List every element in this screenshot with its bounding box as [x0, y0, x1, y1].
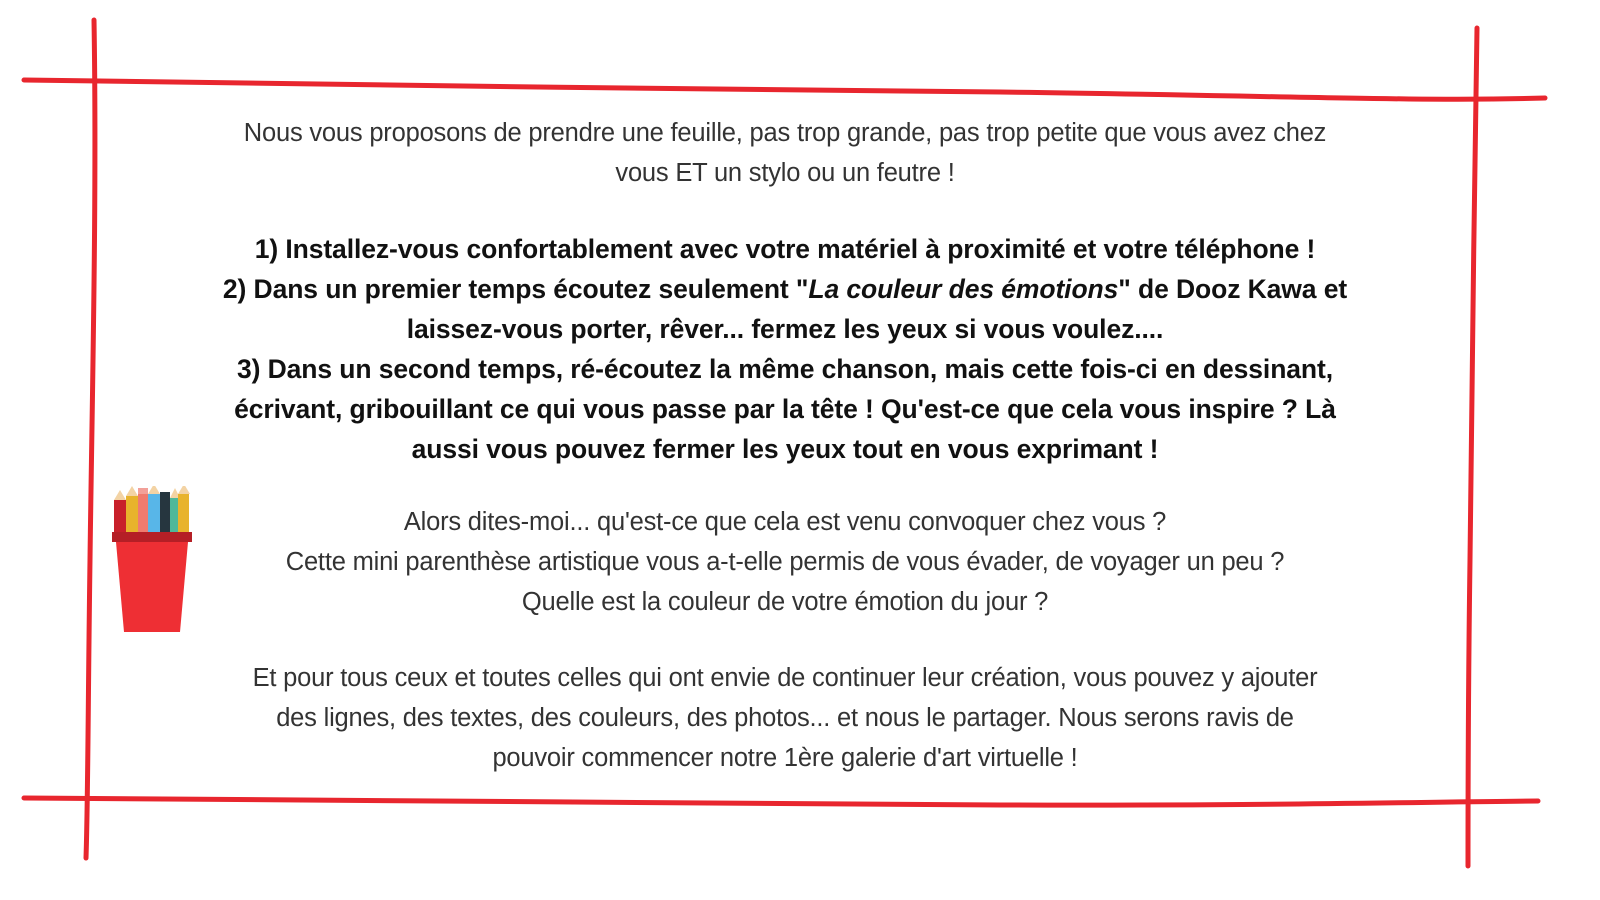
step-3-line-2: écrivant, gribouillant ce qui vous passe par la tête ! Qu'est-ce que cela vous inspire ? Là: [234, 394, 1336, 424]
song-title: La couleur des émotions: [808, 274, 1119, 304]
question-line-1: Alors dites-moi... qu'est-ce que cela est venu convoquer chez vous ?: [403, 508, 1167, 536]
frame-top-line: [24, 80, 1545, 99]
closing-line-1: Et pour tous ceux et toutes celles qui ont envie de continuer leur création, vous pouvez y ajouter: [252, 664, 1318, 692]
intro-line-1: Nous vous proposons de prendre une feuille, pas trop grande, pas trop petite que vous avez chez: [243, 119, 1327, 147]
intro-line-2: vous ET un stylo ou un feutre !: [615, 159, 955, 187]
step-1: 1) Installez-vous confortablement avec votre matériel à proximité et votre téléphone !: [254, 234, 1316, 264]
closing-paragraph: [150, 658, 1420, 778]
step-2-line-2: laissez-vous porter, rêver... fermez les yeux si vous voulez....: [406, 314, 1164, 344]
step-2-line-1: [150, 269, 1420, 309]
question-line-2: Cette mini parenthèse artistique vous a-t-elle permis de vous évader, de voyager un peu ?: [285, 548, 1285, 576]
question-line-3: Quelle est la couleur de votre émotion du jour ?: [521, 588, 1049, 616]
step-2-prefix: 2) Dans un premier temps écoutez seulement ": [222, 274, 809, 304]
step-3-line-3: aussi vous pouvez fermer les yeux tout en vous exprimant !: [411, 434, 1159, 464]
closing-line-2: des lignes, des textes, des couleurs, des photos... et nous le partager. Nous serons ravis de: [276, 704, 1294, 732]
pencil-cup-icon: [112, 486, 192, 636]
frame-bottom-line: [24, 798, 1538, 805]
closing-line-3: pouvoir commencer notre 1ère galerie d'art virtuelle !: [492, 744, 1078, 772]
frame-right-line: [1468, 28, 1477, 866]
step-2-suffix: " de Dooz Kawa et: [1118, 274, 1348, 304]
questions-paragraph: [150, 502, 1420, 622]
frame-left-line: [86, 20, 95, 858]
step-3-line-1: 3) Dans un second temps, ré-écoutez la même chanson, mais cette fois-ci en dessinant,: [237, 354, 1333, 384]
intro-paragraph: [150, 113, 1420, 193]
instructions-list: [150, 229, 1420, 469]
